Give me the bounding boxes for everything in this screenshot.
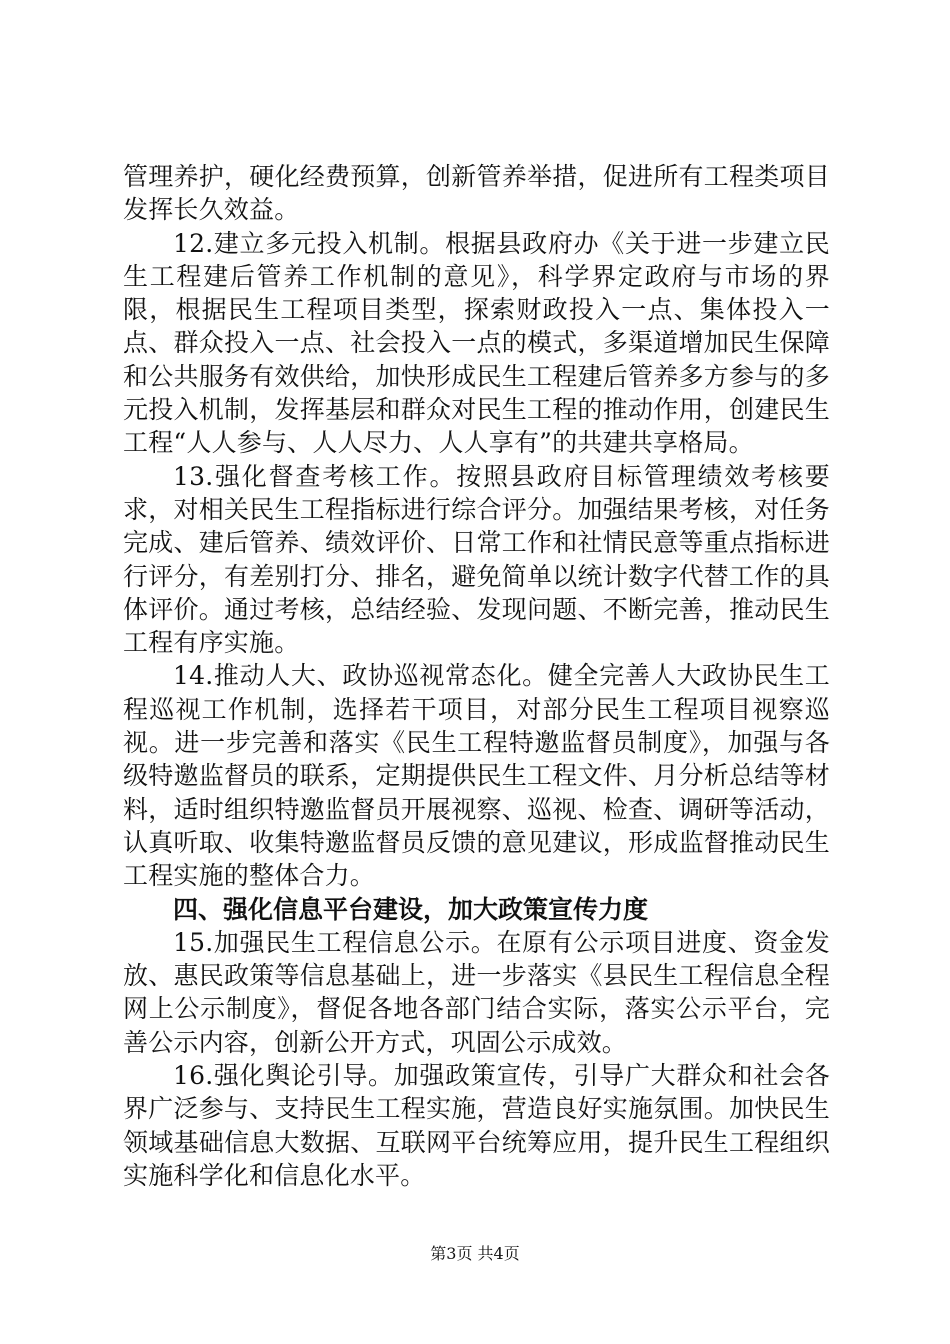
paragraph-continuation: 管理养护，硬化经费预算，创新管养举措，促进所有工程类项目发挥长久效益。 (123, 162, 830, 225)
paragraph-item-12: 12.建立多元投入机制。根据县政府办《关于进一步建立民生工程建后管养工作机制的意见》，科学界定政府与市场的界限，根据民生工程项目类型，探索财政投入一点、集体投入一点、群众投入一点、社会投入一点的模式，多渠道增加民生保障和公共服务有效供给，加快形成民生工程建后管养多方参与的多元投入机制，发挥基层和群众对民生工程的推动作用，创建民生工程“人人参与、人人尽力、人人享有”的共建共享格局。 (123, 228, 830, 458)
document-body (123, 160, 830, 1192)
paragraph-item-14: 14.推动人大、政协巡视常态化。健全完善人大政协民生工程巡视工作机制，选择若干项目，对部分民生工程项目视察巡视。进一步完善和落实《民生工程特邀监督员制度》，加强与各级特邀监督员的联系，定期提供民生工程文件、月分析总结等材料，适时组织特邀监督员开展视察、巡视、检查、调研等活动，认真听取、收集特邀监督员反馈的意见建议，形成监督推动民生工程实施的整体合力。 (123, 661, 830, 891)
page-number-footer: 第3页 共4页 (430, 1244, 520, 1263)
paragraph-item-15: 15.加强民生工程信息公示。在原有公示项目进度、资金发放、惠民政策等信息基础上，进一步落实《县民生工程信息全程网上公示制度》，督促各地各部门结合实际，落实公示平台，完善公示内容，创新公开方式，巩固公示成效。 (123, 927, 830, 1057)
paragraph-item-13: 13.强化督查考核工作。按照县政府目标管理绩效考核要求，对相关民生工程指标进行综合评分。加强结果考核，对任务完成、建后管养、绩效评价、日常工作和社情民意等重点指标进行评分，有差别打分、排名，避免简单以统计数字代替工作的具体评价。通过考核，总结经验、发现问题、不断完善，推动民生工程有序实施。 (123, 461, 830, 658)
paragraph-item-16: 16.强化舆论引导。加强政策宣传，引导广大群众和社会各界广泛参与、支持民生工程实施，营造良好实施氛围。加快民生领域基础信息大数据、互联网平台统筹应用，提升民生工程组织实施科学化和信息化水平。 (123, 1061, 830, 1190)
section-heading-4: 四、强化信息平台建设，加大政策宣传力度 (173, 894, 649, 924)
